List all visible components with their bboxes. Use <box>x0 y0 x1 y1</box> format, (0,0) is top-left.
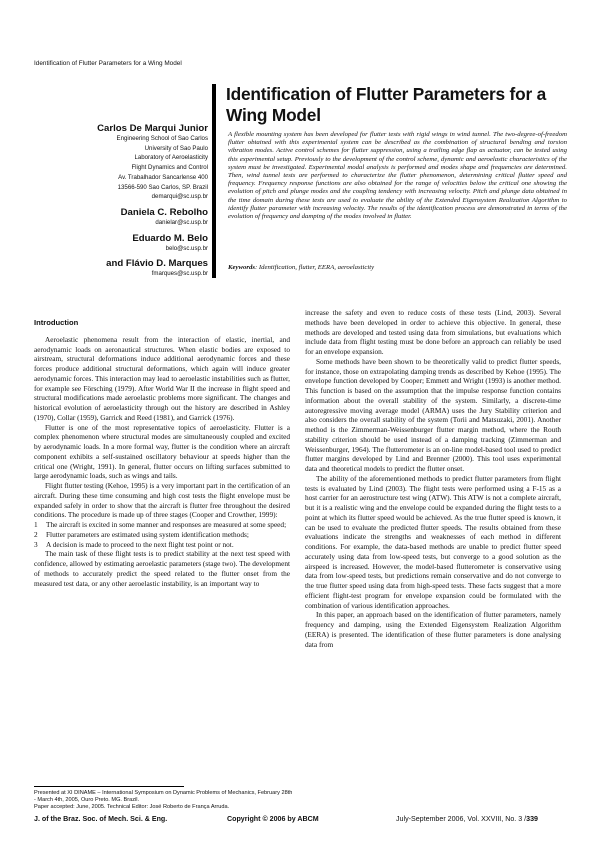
list-number: 2 <box>34 529 38 539</box>
keywords <box>228 264 567 271</box>
author-affiliation-line: Av. Trabalhador Sancarlense 400 <box>118 173 208 181</box>
running-head: Identification of Flutter Parameters for a Wing Model <box>34 60 182 67</box>
author-3 <box>33 233 208 254</box>
author-block <box>33 120 208 279</box>
list-number: 1 <box>34 520 38 529</box>
author-email: danielar@sc.usp.br <box>155 218 208 226</box>
author-affiliation-line: Engineering School of Sao Carlos <box>116 135 208 142</box>
footer-issue-text: July-September 2006, Vol. XXVIII, No. 3 / <box>396 815 527 823</box>
page-number: 339 <box>526 815 538 823</box>
list-text: The aircraft is excited in some manner and responses are measured at some speed; <box>46 520 287 529</box>
author-affiliation-line: Laboratory of Aeroelasticity <box>134 154 208 162</box>
author-email: demarqui@sc.usp.br <box>151 193 208 201</box>
list-item <box>34 530 290 540</box>
keywords-list: : Identification, flutter, EERA, aeroelasticity <box>255 264 375 271</box>
author-4 <box>33 258 208 279</box>
paragraph: increase the safety and even to reduce costs of these tests (Lind, 2003). Several methods have been developed in order to achieve this objective. In general, these methods are developed and tested using data from simulations, but evaluations which include data from flight testing must be done before an approach can reliably be used for an envelope expansion. <box>305 308 561 356</box>
list-item <box>34 540 290 550</box>
author-email: fmarques@sc.usp.br <box>151 270 208 278</box>
author-affiliation-line: Flight Dynamics and Control <box>131 164 208 172</box>
list-number: 3 <box>34 539 38 549</box>
footer-issue <box>396 815 538 823</box>
footnote-rule <box>34 786 184 787</box>
paragraph: In this paper, an approach based on the identification of flutter parameters, namely frequency and damping, using the Extended Eigensystem Realization Algorithm (EERA) is presented. The identification of these flutter parameters is done analysing data from <box>305 610 561 649</box>
right-column <box>305 308 561 649</box>
author-name: Daniela C. Rebolho <box>120 206 208 218</box>
author-name: Eduardo M. Belo <box>132 232 208 244</box>
section-heading: Introduction <box>34 318 79 327</box>
author-affiliation-line: University of Sao Paulo <box>144 144 208 152</box>
list-text: A decision is made to proceed to the next flight test point or not. <box>46 539 234 549</box>
footnote <box>34 790 294 812</box>
author-name: and Flávio D. Marques <box>106 258 208 270</box>
author-name: Carlos De Marqui Junior <box>97 123 208 134</box>
paragraph: Flutter is one of the most representative topics of aeroelasticity. Flutter is a complex phenomenon where structural modes are simultaneously coupled and excited by aerodynamic loads. In a more formal way, flutter is the condition where an aircraft component exhibits a self-sustained oscillatory behaviour at speeds higher than the critical one (Wright, 1991). In general, flutter occurs on lifting surfaces submitted to large aerodynamic loads, such as wings and tails. <box>34 422 290 481</box>
author-affiliation-line: 13566-590 Sao Carlos, SP. Brazil <box>117 183 208 191</box>
footer-copyright: Copyright © 2006 by ABCM <box>227 815 319 823</box>
paragraph: The main task of these flight tests is to predict stability at the next test speed with confidence, allowed by estimating aeroelastic parameters (stage two). The development of methods to accurately predict the speed related to the flutter onset from the measured test data, or any other aeroelastic instability, is an important way to <box>34 549 290 588</box>
paragraph: Aeroelastic phenomena result from the interaction of elastic, inertial, and aerodynamic loads on aeronautical structures. When elastic bodies are exposed to airstream, structural deformations induce additional aerodynamic forces and these forces produce additional structural deformations, which again will induce greater aerodynamic forces. This interaction may lead to aeroelastic instabilities such as flutter, for example see Försching (1979). After World War II the increase in flight speed and structural modifications made aeroelastic problems more significant. The changes and historical evolution of aeroelasticity through out the history are described in Ashley (1970), Collar (1959), Garrick and Reed (1981), and Garrick (1976). <box>34 334 290 422</box>
left-column <box>34 308 290 588</box>
paragraph: Flight flutter testing (Kehoe, 1995) is a very important part in the certification of an aircraft. During these time consuming and high cost tests the flight envelope must be expanded safely in order to show that the aircraft is flutter free throughout the desired conditions. The procedure is made up of three stages (Cooper and Crowther, 1999): <box>34 481 290 520</box>
author-email: belo@sc.usp.br <box>165 244 208 252</box>
list-text: Flutter parameters are estimated using system identification methods; <box>46 529 249 539</box>
paragraph: Some methods have been shown to be theoretically valid to predict flutter speeds, for instance, those on extrapolating damping trends as described by Kehoe (1995). The envelope function developed by Cooper; Emmett and Wright (1993) is another method. This function is based on the assumption that the impulse response function contains information about the overall stability of the system. Similarly, a discrete-time autoregressive moving average model (ARMA) uses the Jury Stability criterion and also considers the overall stability of the system (Torii and Matsuzaki, 2001). Another method is the Zimmerman-Weissenburger flutter margin method, where the Routh stability criterion should be used instead of a damping tracking (Zimmerman and Weissenburger, 1964). The flutterometer is an on-line model-based tool used to predict flutter margins developed by Lind and Brenner (2000). This tool uses experimental data and theoretical models to predict the flutter onset. <box>305 356 561 473</box>
author-1 <box>33 123 208 202</box>
keywords-label: Keywords <box>228 264 255 271</box>
title-rule <box>212 84 216 278</box>
paper-title: Identification of Flutter Parameters for a Wing Model <box>226 84 547 125</box>
author-2 <box>33 207 208 228</box>
list-item <box>34 520 290 530</box>
footer-journal: J. of the Braz. Soc. of Mech. Sci. & Eng. <box>34 815 168 823</box>
abstract: A flexible mounting system has been developed for flutter tests with rigid wings in wind tunnel. The two-degree-of-freedom flutter obtained with this experimental system can be described as the combination of structural bending and torsion vibration modes. Active control schemes for flutter suppression, using a trailing edge flap as actuator, can be tested using this experimental setup. Previously to the development of the control scheme, dynamic and aeroelastic characteristics of the system must be investigated. Experimental modal analysis is performed and modes shape and frequencies are determined. Then, wind tunnel tests are performed to characterize the flutter phenomenon, determining critical flutter speed and frequency. Frequency response functions are also obtained for the range of velocities below the critical one showing the evolution of pitch and plunge modes and the coupling tendency with increasing velocity. Pitch and plunge data obtained in the time domain during these tests are used to evaluate the ability of the Extended Eigensystem Realization Algorithm to identify flutter parameter with increasing velocity. The results of the identification process are demonstrated in terms of the evolution of frequency and damping of the modes involved in flutter. <box>228 131 567 221</box>
footnote-line: Presented at XI DINAME – International Symposium on Dynamic Problems of Mechanics, February 28th - March 4th, 2005, Ouro Preto. MG. Brazil. <box>34 790 293 804</box>
paragraph: The ability of the aforementioned methods to predict flutter parameters from flight tests is evaluated by Lind (2003). The flight tests were performed using a F-15 as a host carrier for an aerostructure test wing (ATW). This ATW is not a complete aircraft, but it is a realistic wing and the envelope could be expanded during the flight tests to a point at which its flutter speed would be achieved. As the true flutter speed is known, it can be used to evaluate the predicted flutter speeds. The results obtained from these evaluations indicate the strengths and weaknesses of each method in different conditions. For example, the data-based methods are unable to predict flutter speed accurately using data from low-speed tests, but converge to a good solution as the airspeed is increased. However, the model-based flutterometer is conservative using data from low-speed tests, but predictions remain conservative and do not converge to the true flutter speed using data from high-speed tests. These facts suggest that a more efficient flight-test program for envelope expansion could be formulated with the combination of various identification approaches. <box>305 473 561 610</box>
footnote-line: Paper accepted: June, 2005. Technical Editor: José Roberto de França Arruda. <box>34 804 230 811</box>
